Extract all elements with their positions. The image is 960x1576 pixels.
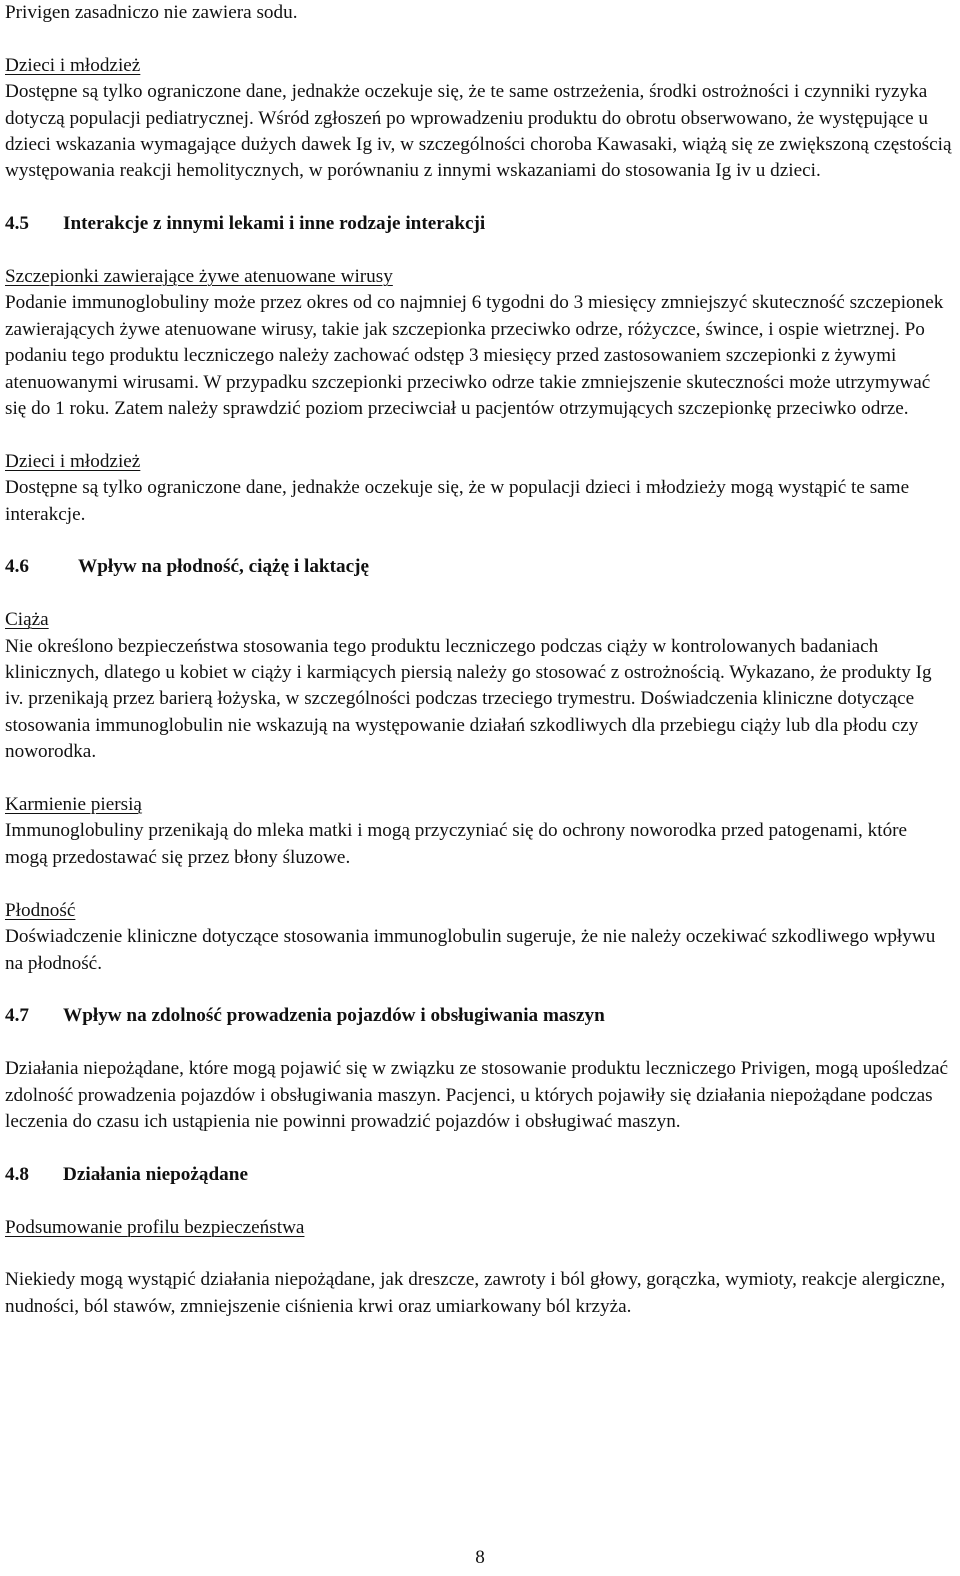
section-4-6-heading: [5, 554, 953, 580]
section-title: Działania niepożądane: [63, 1163, 248, 1185]
fertility-subheading: Płodność: [5, 899, 76, 921]
children-subheading: Dzieci i młodzież: [5, 54, 141, 76]
pregnancy-paragraph: Nie określono bezpieczeństwa stosowania tego produktu leczniczego podczas ciąży w kontrolowanych badaniach klinicznych, dlatego u kobiet w ciąży i karmiących piersią należy go stosować z ostrożnością. Wykazano, że produkty Ig iv. przenikają przez barierą łożyska, w szczególności podczas trzeciego trymestru. Doświadczenia kliniczne dotyczące stosowania immunoglobulin nie wskazują na występowanie działań szkodliwych dla przebiegu ciąży lub dla płodu czy noworodka.: [5, 635, 932, 763]
page-number: 8: [475, 1547, 485, 1568]
breastfeeding-paragraph: Immunoglobuliny przenikają do mleka matki i mogą przyczyniać się do ochrony noworodka przed patogenami, które mogą przedostawać się przez błony śluzowe.: [5, 820, 908, 868]
breastfeeding-subheading: Karmienie piersią: [5, 794, 142, 816]
vaccines-paragraph: Podanie immunoglobuliny może przez okres od co najmniej 6 tygodni do 3 miesięcy zmniejszyć skuteczność szczepionek zawierających żywe atenuowane wirusy, takie jak szczepionka przeciwko odrze, różyczce, śwince, i ospie wietrznej. Po podaniu tego produktu leczniczego należy zachować odstęp 3 miesięcy przed zastosowaniem szczepionki z żywymi atenuowanymi wirusami. W przypadku szczepionki przeciwko odrze takie zmniejszenie skuteczności może utrzymywać się do 1 roku. Zatem należy sprawdzić poziom przeciwciał u pacjentów otrzymujących szczepionkę przeciwko odrze.: [5, 292, 944, 420]
pregnancy-subheading: Ciąża: [5, 609, 49, 631]
section-4-7-heading: [5, 1003, 953, 1029]
driving-paragraph: Działania niepożądane, które mogą pojawić się w związku ze stosowanie produktu leczniczego Privigen, mogą upośledzać zdolność prowadzenia pojazdów i obsługiwania maszyn. Pacjenci, u których pojawiły się działania niepożądane podczas leczenia do czasu ich ustąpienia nie powinni prowadzić pojazdów i obsługiwać maszyn.: [5, 1058, 949, 1132]
fertility-paragraph: Doświadczenie kliniczne dotyczące stosowania immunoglobulin sugeruje, że nie należy oczekiwać szkodliwego wpływu na płodność.: [5, 926, 936, 974]
section-number: 4.5: [5, 213, 29, 235]
vaccines-subheading: Szczepionki zawierające żywe atenuowane wirusy: [5, 266, 393, 288]
section-number: 4.6: [5, 556, 29, 578]
sodium-note: Privigen zasadniczo nie zawiera sodu.: [5, 2, 298, 23]
safety-summary-paragraph: Niekiedy mogą wystąpić działania niepożądane, jak dreszcze, zawroty i ból głowy, gorączka, wymioty, reakcje alergiczne, nudności, ból stawów, zmniejszenie ciśnienia krwi oraz umiarkowany ból krzyża.: [5, 1269, 946, 1317]
children-paragraph: Dostępne są tylko ograniczone dane, jednakże oczekuje się, że te same ostrzeżenia, środki ostrożności i czynniki ryzyka dotyczą populacji pediatrycznej. Wśród zgłoszeń po wprowadzeniu produktu do obrotu obserwowano, że występujące u dzieci wskazania wymagające dużych dawek Ig iv, w szczególności choroba Kawasaki, wiążą się ze zwiększoną częstością występowania reakcji hemolitycznych, w porównaniu z innymi wskazaniami do stosowania Ig iv u dzieci.: [5, 81, 952, 182]
section-title: Wpływ na płodność, ciążę i laktację: [78, 556, 370, 578]
interactions-children-paragraph: Dostępne są tylko ograniczone dane, jednakże oczekuje się, że w populacji dzieci i młodzieży mogą wystąpić te same interakcje.: [5, 477, 910, 525]
safety-summary-subheading: Podsumowanie profilu bezpieczeństwa: [5, 1216, 305, 1238]
section-4-5-heading: [5, 211, 953, 237]
interactions-children-subheading: Dzieci i młodzież: [5, 450, 141, 472]
section-title: Wpływ na zdolność prowadzenia pojazdów i obsługiwania maszyn: [63, 1005, 605, 1027]
section-number: 4.8: [5, 1163, 29, 1185]
section-number: 4.7: [5, 1005, 29, 1027]
section-4-8-heading: [5, 1162, 953, 1188]
section-title: Interakcje z innymi lekami i inne rodzaje interakcji: [63, 213, 486, 235]
document-page: [5, 0, 953, 1347]
